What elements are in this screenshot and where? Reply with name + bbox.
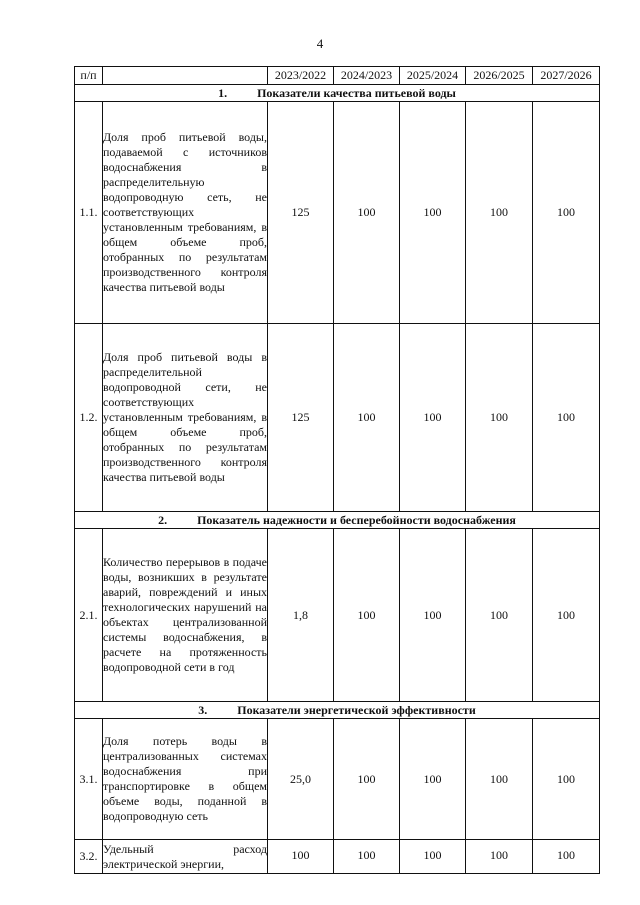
header-col-name [103,67,268,85]
row-value: 100 [268,840,334,874]
table-row [75,324,600,512]
header-year: 2024/2023 [334,67,400,85]
section-heading-row [75,512,600,529]
header-year: 2026/2025 [466,67,533,85]
row-value: 100 [533,719,600,840]
row-value: 100 [334,529,400,702]
header-row [75,67,600,85]
row-value: 100 [466,324,533,512]
table-row [75,102,600,324]
row-number: 1.1. [75,102,103,324]
row-value: 100 [334,324,400,512]
header-col-num: п/п [75,67,103,85]
section-title: Показатели энергетической эффективности [237,702,476,717]
header-year: 2025/2024 [400,67,466,85]
row-value: 100 [400,529,466,702]
section-number: 3. [198,702,208,717]
row-number: 3.1. [75,719,103,840]
row-value: 125 [268,324,334,512]
row-value: 100 [334,102,400,324]
row-value: 25,0 [268,719,334,840]
row-number: 2.1. [75,529,103,702]
row-description: Количество перерывов в подаче воды, возникших в результате аварий, повреждений и иных технологических нарушений на объектах централизованной системы водоснабжения, в расчете на протяженность водопроводной сети в год [103,529,268,702]
section-number: 1. [218,85,228,100]
row-value: 100 [533,102,600,324]
row-description: Доля проб питьевой воды, подаваемой с источников водоснабжения в распределительную водопроводную сеть, не соответствующих установленным требованиям, в общем объеме проб, отобранных по результатам производственного контроля качества питьевой воды [103,102,268,324]
row-description-text: Удельный расход электрической энергии, [103,841,267,871]
row-value: 100 [533,840,600,874]
table-row [75,529,600,702]
section-heading [75,512,600,529]
section-heading-row [75,85,600,102]
row-value: 1,8 [268,529,334,702]
row-number: 1.2. [75,324,103,512]
row-value: 100 [466,529,533,702]
row-value: 100 [400,102,466,324]
section-heading [75,702,600,719]
page-number: 4 [316,36,324,51]
indicators-table [74,66,600,874]
row-value: 100 [533,529,600,702]
row-description: Доля проб питьевой воды в распределительной водопроводной сети, не соответствующих установленным требованиям, в общем объеме проб, отобранных по результатам производственного контроля качества питьевой воды [103,324,268,512]
row-number: 3.2. [75,840,103,874]
row-value: 100 [400,719,466,840]
row-value: 100 [533,324,600,512]
section-heading-row [75,702,600,719]
header-year: 2023/2022 [268,67,334,85]
row-description: Доля потерь воды в централизованных системах водоснабжения при транспортировке в общем объеме воды, поданной в водопроводную сеть [103,719,268,840]
header-year: 2027/2026 [533,67,600,85]
section-title: Показатели качества питьевой воды [257,85,456,100]
row-value: 100 [400,840,466,874]
section-title: Показатель надежности и бесперебойности водоснабжения [197,512,516,527]
row-value: 100 [466,719,533,840]
row-value: 100 [466,840,533,874]
row-value: 100 [334,840,400,874]
row-value: 100 [400,324,466,512]
row-value: 100 [466,102,533,324]
row-description [103,840,268,874]
table-row [75,840,600,874]
section-number: 2. [158,512,168,527]
section-heading [75,85,600,102]
row-value: 125 [268,102,334,324]
table-row [75,719,600,840]
row-value: 100 [334,719,400,840]
